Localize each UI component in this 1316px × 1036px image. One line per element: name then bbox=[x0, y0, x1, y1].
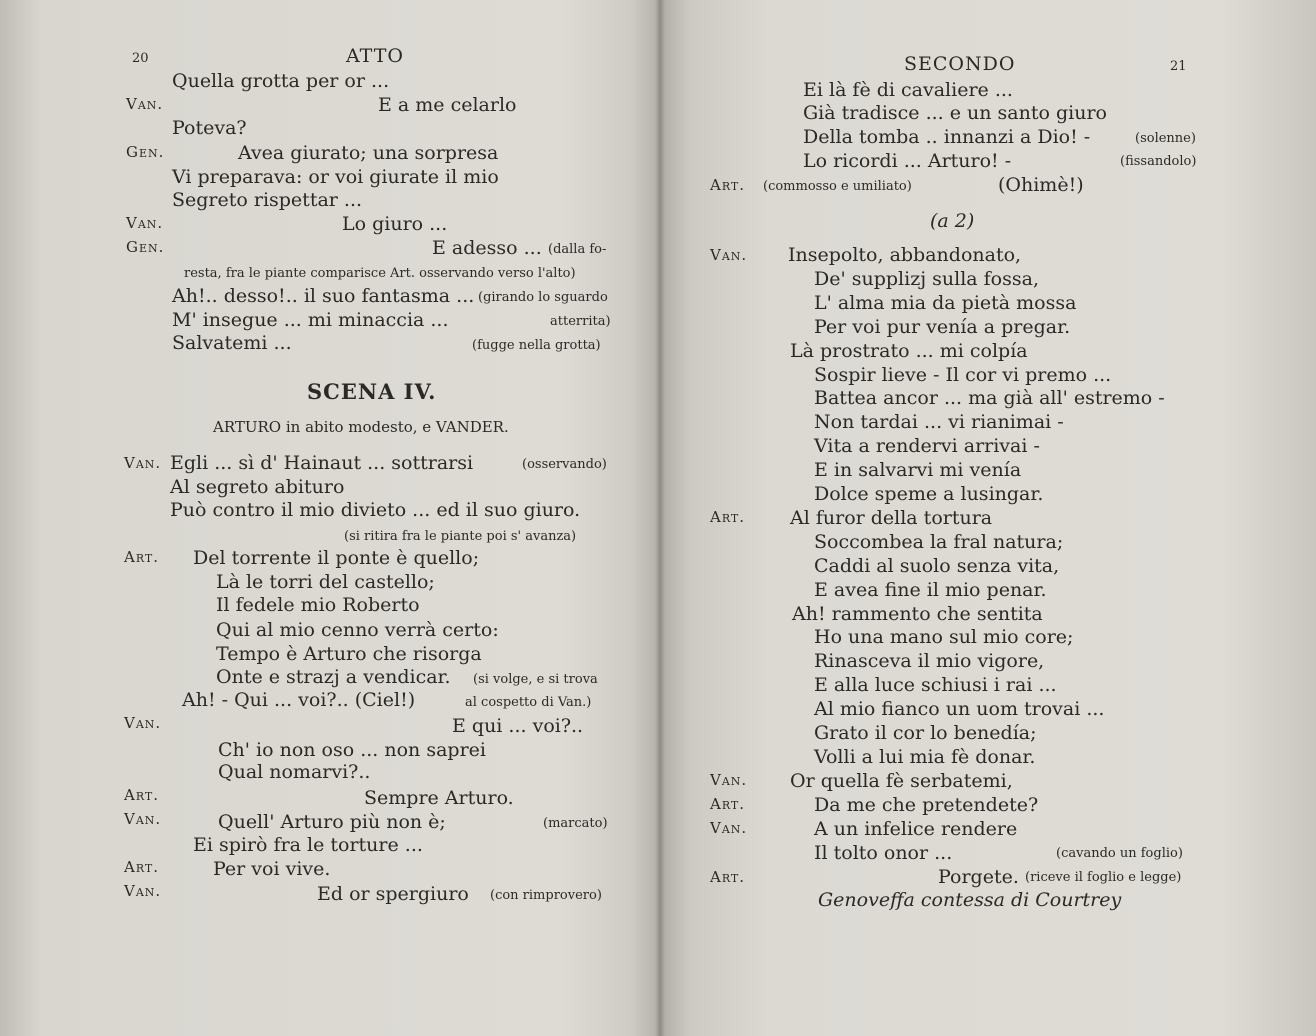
stage-direction: (fissandolo) bbox=[1120, 154, 1197, 169]
verse-line: Quell' Arturo più non è; bbox=[218, 811, 446, 833]
verse-line: Quella grotta per or ... bbox=[172, 70, 390, 92]
stage-direction: resta, fra le piante comparisce Art. osservando verso l'alto) bbox=[184, 266, 576, 281]
right-page bbox=[660, 0, 1316, 1036]
verse-line: Lo giuro ... bbox=[342, 213, 448, 235]
page-number: 20 bbox=[132, 51, 149, 66]
verse-line: Ei là fè di cavaliere ... bbox=[803, 79, 1013, 101]
verse-line: E in salvarvi mi venía bbox=[814, 459, 1022, 481]
speaker-label: Art. bbox=[124, 548, 160, 566]
verse-line: Ed or spergiuro bbox=[317, 883, 469, 905]
verse-line: E adesso ... bbox=[432, 237, 542, 259]
verse-line: Là prostrato ... mi colpía bbox=[790, 340, 1028, 362]
verse-line: Ah!.. desso!.. il suo fantasma ... bbox=[172, 285, 475, 307]
verse-line: E alla luce schiusi i rai ... bbox=[814, 674, 1057, 696]
verse-line: Qual nomarvi?.. bbox=[218, 761, 371, 783]
speaker-label: Gen. bbox=[126, 143, 165, 161]
stage-direction: (dalla fo- bbox=[548, 242, 607, 257]
verse-line: Egli ... sì d' Hainaut ... sottrarsi bbox=[170, 452, 474, 474]
verse-line: Tempo è Arturo che risorga bbox=[216, 643, 482, 665]
page-header: ATTO bbox=[346, 45, 404, 67]
verse-line: Al mio fianco un uom trovai ... bbox=[814, 698, 1105, 720]
verse-line: Del torrente il ponte è quello; bbox=[193, 547, 480, 569]
stage-direction: (cavando un foglio) bbox=[1056, 846, 1183, 861]
verse-line: Ah! rammento che sentita bbox=[792, 603, 1043, 625]
verse-line: Vita a rendervi arrivai - bbox=[814, 435, 1040, 457]
stage-direction: (fugge nella grotta) bbox=[472, 338, 601, 353]
stage-direction: (riceve il foglio e legge) bbox=[1025, 870, 1182, 885]
stage-direction: (si ritira fra le piante poi s' avanza) bbox=[344, 529, 577, 544]
verse-line: Ho una mano sul mio core; bbox=[814, 626, 1074, 648]
verse-line: Il tolto onor ... bbox=[814, 842, 953, 864]
verse-line: Per voi pur venía a pregar. bbox=[814, 316, 1071, 338]
cast-line: ARTURO in abito modesto, e VANDER. bbox=[213, 418, 509, 436]
speaker-label: Van. bbox=[710, 771, 748, 789]
verse-line: (a 2) bbox=[930, 210, 975, 232]
verse-line: L' alma mia da pietà mossa bbox=[814, 292, 1077, 314]
verse-line: Avea giurato; una sorpresa bbox=[238, 142, 499, 164]
speaker-label: Van. bbox=[710, 819, 748, 837]
verse-line: Là le torri del castello; bbox=[216, 571, 435, 593]
verse-line: Ah! - Qui ... voi?.. (Ciel!) bbox=[182, 689, 416, 711]
verse-line: Ei spirò fra le torture ... bbox=[193, 834, 423, 856]
verse-line: Salvatemi ... bbox=[172, 332, 292, 354]
verse-line: Poteva? bbox=[172, 117, 247, 139]
speaker-label: Van. bbox=[710, 246, 748, 264]
speaker-label: Art. bbox=[710, 868, 746, 886]
verse-line: E qui ... voi?.. bbox=[452, 715, 584, 737]
verse-line: Da me che pretendete? bbox=[814, 794, 1039, 816]
verse-line: Della tomba .. innanzi a Dio! - bbox=[803, 126, 1091, 148]
verse-line: De' supplizj sulla fossa, bbox=[814, 268, 1039, 290]
speaker-label: Gen. bbox=[126, 238, 165, 256]
verse-line: Volli a lui mia fè donar. bbox=[814, 746, 1036, 768]
stage-direction: (marcato) bbox=[543, 816, 608, 831]
verse-line: E avea fine il mio penar. bbox=[814, 579, 1047, 601]
speaker-label: Art. bbox=[710, 795, 746, 813]
verse-line: Qui al mio cenno verrà certo: bbox=[216, 619, 499, 641]
verse-line: A un infelice rendere bbox=[814, 818, 1018, 840]
verse-line: Al segreto abituro bbox=[170, 476, 345, 498]
verse-line: Insepolto, abbandonato, bbox=[788, 244, 1022, 266]
stage-direction: atterrita) bbox=[550, 314, 611, 329]
speaker-label: Art. bbox=[124, 786, 160, 804]
verse-line: Già tradisce ... e un santo giuro bbox=[803, 102, 1107, 124]
speaker-label: Van. bbox=[124, 810, 162, 828]
verse-line: Al furor della tortura bbox=[790, 507, 993, 529]
verse-line: M' insegue ... mi minaccia ... bbox=[172, 309, 449, 331]
verse-line: Grato il cor lo benedía; bbox=[814, 722, 1037, 744]
verse-line: Soccombea la fral natura; bbox=[814, 531, 1064, 553]
verse-line: Ch' io non oso ... non saprei bbox=[218, 739, 486, 761]
stage-direction: (osservando) bbox=[522, 457, 607, 472]
page-number: 21 bbox=[1170, 59, 1187, 74]
speaker-label: Van. bbox=[126, 95, 164, 113]
stage-direction: (si volge, e si trova bbox=[473, 672, 598, 687]
speaker-label: Art. bbox=[710, 176, 746, 194]
verse-line: Onte e strazj a vendicar. bbox=[216, 666, 451, 688]
verse-line: Vi preparava: or voi giurate il mio bbox=[172, 166, 499, 188]
verse-line: (Ohimè!) bbox=[998, 174, 1084, 196]
verse-line: Dolce speme a lusingar. bbox=[814, 483, 1044, 505]
speaker-label: Van. bbox=[126, 214, 164, 232]
stage-direction: al cospetto di Van.) bbox=[465, 695, 592, 710]
speaker-label: Van. bbox=[124, 714, 162, 732]
stage-direction: (solenne) bbox=[1135, 131, 1196, 146]
verse-line: Genoveffa contessa di Courtrey bbox=[818, 889, 1122, 911]
verse-line: Sospir lieve - Il cor vi premo ... bbox=[814, 364, 1112, 386]
verse-line: Lo ricordi ... Arturo! - bbox=[803, 150, 1012, 172]
verse-line: Caddi al suolo senza vita, bbox=[814, 555, 1060, 577]
speaker-label: Art. bbox=[710, 508, 746, 526]
verse-line: Rinasceva il mio vigore, bbox=[814, 650, 1045, 672]
verse-line: E a me celarlo bbox=[378, 94, 517, 116]
verse-line: Non tardai ... vi rianimai - bbox=[814, 411, 1064, 433]
scene-title: SCENA IV. bbox=[307, 379, 437, 404]
verse-line: Per voi vive. bbox=[213, 858, 331, 880]
verse-line: Sempre Arturo. bbox=[364, 787, 514, 809]
speaker-label: Van. bbox=[124, 882, 162, 900]
stage-direction: (girando lo sguardo bbox=[478, 290, 608, 305]
speaker-label: Art. bbox=[124, 858, 160, 876]
page-header: SECONDO bbox=[904, 53, 1016, 75]
verse-line: Or quella fè serbatemi, bbox=[790, 770, 1013, 792]
verse-line: Il fedele mio Roberto bbox=[216, 594, 420, 616]
verse-line: Segreto rispettar ... bbox=[172, 189, 363, 211]
verse-line: Battea ancor ... ma già all' estremo - bbox=[814, 387, 1165, 409]
verse-line: Porgete. bbox=[938, 866, 1019, 888]
verse-line: Può contro il mio divieto ... ed il suo giuro. bbox=[170, 499, 581, 521]
book-gutter bbox=[655, 0, 665, 1036]
speaker-label: Van. bbox=[124, 454, 162, 472]
stage-direction: (commosso e umiliato) bbox=[763, 179, 912, 194]
stage-direction: (con rimprovero) bbox=[490, 888, 602, 903]
